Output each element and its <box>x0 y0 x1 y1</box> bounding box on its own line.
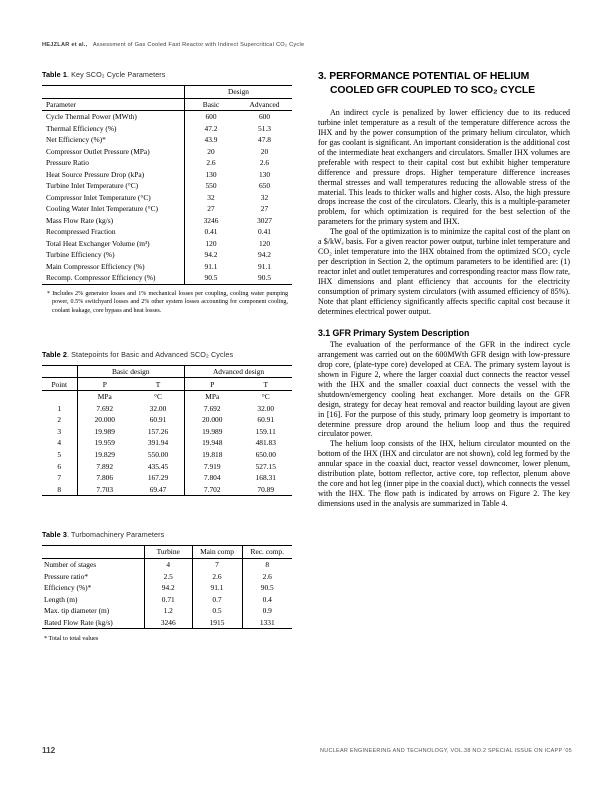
table-row <box>42 414 292 426</box>
table1-r7-advanced: 32 <box>260 192 269 202</box>
table3-r2-parameter: Efficiency (%)* <box>44 583 92 593</box>
table1-r6-parameter: Turbine Inlet Temperature (°C) <box>46 181 139 191</box>
table3-r0-turbine: 4 <box>145 558 193 570</box>
table3-r0-main: 7 <box>192 558 242 570</box>
table-row <box>42 203 292 215</box>
table-row <box>42 192 292 204</box>
table1-r14-basic: 90.5 <box>185 272 238 284</box>
table-row <box>42 402 292 414</box>
table3-r4-turbine: 1.2 <box>145 605 193 617</box>
table3-body <box>42 546 292 629</box>
table3-caption-label: Table 3 <box>42 530 67 540</box>
table2-r0-adv-p: 7.692 <box>185 402 240 414</box>
table2-group-blank <box>42 365 77 378</box>
table2-r1-adv-p: 20.000 <box>185 414 240 426</box>
table2-caption-label: Table 2 <box>42 349 67 359</box>
table-statepoints <box>42 365 292 497</box>
table3-r0-rec: 8 <box>242 558 292 570</box>
table1-r1-basic: 47.2 <box>185 123 238 135</box>
table1-r3-advanced: 20 <box>260 146 269 156</box>
table2-r3-basic-t: 391.94 <box>147 438 169 448</box>
table2-unit-adv-t: °C <box>261 392 270 402</box>
table-row <box>42 123 292 135</box>
table3-r5-turbine: 3246 <box>145 617 193 629</box>
table1-r5-parameter: Heat Source Pressure Drop (kPa) <box>46 169 145 179</box>
table3-r2-turbine: 94.2 <box>145 582 193 594</box>
table3-footnote: * Total to total values <box>44 635 99 643</box>
table2-r3-adv-t: 481.83 <box>255 438 276 448</box>
table-row <box>42 605 292 617</box>
table2-units-row <box>42 390 292 402</box>
table1-header-row <box>42 98 292 111</box>
table2-r3-adv-p: 19.948 <box>185 437 240 449</box>
table2-r0-point: 1 <box>57 403 62 413</box>
table2-group-advanced: Advanced design <box>185 365 293 378</box>
section-3-heading <box>318 70 570 98</box>
section-3-paragraph-2: The goal of the optimization is to minimize the capital cost of the plant on a $/kWₑ basis. For a given reactor power output, turbine inlet temperature and CO₂ inlet temperature into the IHX obtained from the optimized SCO₂ cycle per description in Section 2, the optimum parameters to be identified are: (1) reactor inlet and outlet temperatures and corresponding reactor mass flow rate, IHX dimensions and plant efficiency that accounts for the electricity consumption of primary system circulators (with assumed efficiency of 85%). Note that plant efficiency significantly affects specific capital cost because it determines electrical power output. <box>318 227 570 316</box>
table-row <box>42 449 292 461</box>
table3-col-rec: Rec. comp. <box>242 546 292 559</box>
table-row <box>42 157 292 169</box>
table3-r3-turbine: 0.71 <box>145 594 193 606</box>
table-row <box>42 617 292 629</box>
table1-r12-advanced: 94.2 <box>258 250 271 260</box>
table2-col-point: Point <box>42 378 77 391</box>
table1-r10-advanced: 0.41 <box>258 227 271 237</box>
table3-r3-main: 0.7 <box>192 594 242 606</box>
table3-r3-parameter: Length (m) <box>44 594 78 604</box>
table1-caption-label: Table 1 <box>42 70 67 79</box>
table1-r13-basic: 91.1 <box>185 261 238 273</box>
table2-r2-adv-t: 159.11 <box>255 426 276 436</box>
table2-col-basic-p: P <box>77 378 132 391</box>
running-head-title: Assessment of Gas Cooled Fast Reactor with Indirect Supercritical CO₂ Cycle <box>92 42 305 48</box>
table3-r2-main: 91.1 <box>192 582 242 594</box>
table2-r2-point: 3 <box>57 426 62 436</box>
table3-r5-rec: 1331 <box>242 617 292 629</box>
table1-r0-advanced: 600 <box>258 112 271 122</box>
table1-footnote: * Includes 2% generator losses and 1% mechanical losses per coupling, cooling water pumping power, 0.5% switchyard losses and 2% other system losses accounting for component cooling, coolant leakage, core bypass and heat losses. <box>47 290 288 314</box>
table1-r6-basic: 550 <box>185 180 238 192</box>
table2-body <box>42 365 292 496</box>
table1-r13-advanced: 91.1 <box>258 261 271 271</box>
table-spacer-2 <box>42 496 292 530</box>
table3-r1-rec: 2.6 <box>242 570 292 582</box>
table2-r0-basic-t: 32.00 <box>149 403 167 413</box>
table2-r4-adv-p: 19.818 <box>185 449 240 461</box>
table1-group-design: Design <box>185 86 293 99</box>
table3-col-main: Main comp <box>192 546 242 559</box>
table2-r5-point: 6 <box>57 461 62 471</box>
right-column <box>318 70 570 509</box>
table-row <box>42 249 292 261</box>
table2-r3-basic-p: 19.959 <box>77 437 132 449</box>
table1-group-header-row <box>42 86 292 99</box>
table2-r5-basic-t: 435.45 <box>147 461 169 471</box>
table-turbomachinery-parameters <box>42 545 292 629</box>
table2-r7-point: 8 <box>42 484 77 496</box>
table2-r1-basic-t: 60.91 <box>149 415 167 425</box>
table2-units-blank <box>42 390 77 402</box>
table1-r12-basic: 94.2 <box>185 249 238 261</box>
table1-r6-advanced: 650 <box>258 181 271 191</box>
table3-caption-text: . Turbomachinery Parameters <box>66 530 165 540</box>
table3-col-turbine: Turbine <box>145 546 193 559</box>
table-row <box>42 437 292 449</box>
table3-r3-rec: 0.4 <box>242 594 292 606</box>
table3-r0-parameter: Number of stages <box>44 560 97 570</box>
table1-r14-parameter: Recomp. Compressor Efficiency (%) <box>42 272 185 284</box>
section-3-heading-line2: COOLED GFR COUPLED TO SCO₂ CYCLE <box>330 84 536 96</box>
table2-col-adv-p: P <box>185 378 240 391</box>
table2-r0-adv-t: 32.00 <box>257 403 275 413</box>
table1-r3-basic: 20 <box>185 146 238 158</box>
section-3-1-paragraph-1: The evaluation of the performance of the GFR in the indirect cycle arrangement was carried out on the 600MWth GFR design with low-pressure drop core, (plate-type core) developed at CEA. The primary system layout is shown in Figure 2, where the larger coaxial duct connects the reactor vessel with the IHX and the smaller coaxial duct connects the vessel with the shutdown/emergency cooling heat exchanger. More details on the GFR design, strategy for decay heat removal and reactor building layout are given in [16]. For the purpose of this study, primary loop geometry is important to determine pressure drop around the helium loop and thus the required circulator power. <box>318 339 570 439</box>
section-3-paragraph-1: An indirect cycle is penalized by lower efficiency due to its reduced turbine inlet temperature as a result of the temperature difference across the IHX and by the power consumption of the primary helium circulator, which for gas coolant is significant. An important consideration is the additional cost of the intermediate heat exchangers and circulators. Smaller IHX volumes are preferable with respect to their capital cost but exhibit higher temperature difference and pressure drops. Higher temperature difference increases thermal stresses and wall temperatures reducing the allowable stress of the material. This leads to thicker walls and higher costs. Also, the high pressure drops increase the cost of the circulators. Clearly, this is a multiple-parameter problem, for which optimization is required for the best selection of the parameters for the primary system and IHX. <box>318 107 570 227</box>
table2-r4-basic-p: 19.829 <box>77 449 132 461</box>
table2-r1-adv-t: 60.91 <box>257 415 275 425</box>
table1-col-advanced: Advanced <box>237 98 292 111</box>
table2-r7-adv-t: 70.89 <box>240 484 293 496</box>
table2-group-basic: Basic design <box>77 365 185 378</box>
table1-r13-parameter: Main Compressor Efficiency (%) <box>46 261 145 271</box>
table1-r0-parameter: Cycle Thermal Power (MWth) <box>46 112 137 122</box>
table-row <box>42 226 292 238</box>
table2-r1-point: 2 <box>57 415 62 425</box>
table1-group-blank <box>42 86 185 99</box>
table1-r7-parameter: Compressor Inlet Temperature (°C) <box>46 192 151 202</box>
table1-r11-advanced: 120 <box>258 238 271 248</box>
table1-r10-basic: 0.41 <box>185 226 238 238</box>
table1-r12-parameter: Turbine Efficiency (%) <box>46 250 115 260</box>
table2-r7-basic-t: 69.47 <box>132 484 185 496</box>
table3-r1-main: 2.6 <box>192 570 242 582</box>
table1-r11-basic: 120 <box>185 238 238 250</box>
table2-r6-basic-t: 167.29 <box>147 473 169 483</box>
table1-caption-text: . Key SCO₂ Cycle Parameters <box>66 70 166 79</box>
table3-r5-parameter: Rated Flow Rate (kg/s) <box>42 617 145 629</box>
table-row <box>42 272 292 284</box>
table1-r9-basic: 3246 <box>185 215 238 227</box>
table2-r2-basic-p: 19.989 <box>77 426 132 438</box>
table-spacer-1 <box>42 316 292 350</box>
table2-r0-basic-p: 7.692 <box>77 402 132 414</box>
table1-r4-parameter: Pressure Ratio <box>46 158 89 168</box>
table-row <box>42 570 292 582</box>
table2-r6-point: 7 <box>57 473 62 483</box>
table2-caption-text: . Statepoints for Basic and Advanced SCO₂ Cycles <box>66 349 234 359</box>
table-row <box>42 582 292 594</box>
table1-col-basic: Basic <box>185 98 238 111</box>
table1-r4-advanced: 2.6 <box>259 158 270 168</box>
table-row <box>42 261 292 273</box>
table2-group-header-row <box>42 365 292 378</box>
table-row <box>42 215 292 227</box>
table2-r5-adv-t: 527.15 <box>255 461 276 471</box>
table3-r4-rec: 0.9 <box>242 605 292 617</box>
table1-r8-advanced: 27 <box>260 204 269 214</box>
section-3-1-paragraph-2: The helium loop consists of the IHX, helium circulator mounted on the bottom of the IHX (IHX and circulator are not shown), cold leg formed by the annular space in the coaxial duct, reactor vessel downcomer, lower plenum, distribution plate, bottom reflector, active core, top reflector, plenum above the core and hot leg (inner pipe in the coaxial duct), which connects the vessel with the IHX. The flow path is indicated by arrows on Figure 2. The key dimensions used in the analysis are summarized in Table 4. <box>318 439 570 509</box>
table2-r2-basic-t: 157.26 <box>147 426 169 436</box>
table1-r0-basic: 600 <box>185 111 238 123</box>
table2-col-basic-t: T <box>132 378 185 391</box>
table3-r4-main: 0.5 <box>192 605 242 617</box>
table3-r1-parameter: Pressure ratio* <box>44 571 89 581</box>
table-row <box>42 169 292 181</box>
table1-r2-basic: 43.9 <box>185 134 238 146</box>
table-row <box>42 180 292 192</box>
table1-r1-parameter: Thermal Efficiency (%) <box>46 123 117 133</box>
table2-r5-basic-p: 7.892 <box>77 460 132 472</box>
table2-unit-basic-p: MPa <box>77 390 132 402</box>
table3-header-row <box>42 546 292 559</box>
table1-r9-parameter: Mass Flow Rate (kg/s) <box>46 215 114 225</box>
table-row <box>42 460 292 472</box>
table3-r5-main: 1915 <box>192 617 242 629</box>
table1-r3-parameter: Compressor Outlet Pressure (MPa) <box>46 146 150 156</box>
table1-r5-basic: 130 <box>185 169 238 181</box>
running-head <box>42 42 572 48</box>
table1-caption <box>42 70 292 79</box>
table3-r2-rec: 90.5 <box>242 582 292 594</box>
table2-r4-basic-t: 550.00 <box>147 450 169 460</box>
table1-body <box>42 86 292 285</box>
table3-r4-parameter: Max. tip diameter (m) <box>44 606 110 616</box>
table2-r4-point: 5 <box>57 450 62 460</box>
table1-r8-parameter: Cooling Water Inlet Temperature (°C) <box>46 204 158 214</box>
table2-r4-adv-t: 650.00 <box>255 450 276 460</box>
table1-r1-advanced: 51.3 <box>258 123 271 133</box>
table1-col-parameter: Parameter <box>42 98 185 111</box>
journal-reference: NUCLEAR ENGINEERING AND TECHNOLOGY, VOL.38 NO.2 SPECIAL ISSUE ON ICAPP '05 <box>320 748 572 754</box>
table1-r5-advanced: 130 <box>258 169 271 179</box>
table3-caption <box>42 530 292 539</box>
table2-r7-adv-p: 7.702 <box>185 484 240 496</box>
table2-col-adv-t: T <box>240 378 293 391</box>
table1-r11-parameter: Total Heat Exchanger Volume (m³) <box>46 238 150 248</box>
table-row <box>42 484 292 496</box>
table-row <box>42 134 292 146</box>
table-key-sco2-cycle-parameters <box>42 85 292 285</box>
table2-r6-adv-t: 168.31 <box>255 473 276 483</box>
table-row <box>42 238 292 250</box>
table2-r6-basic-p: 7.806 <box>77 472 132 484</box>
table-row <box>42 558 292 570</box>
table1-r2-parameter: Net Efficiency (%)* <box>46 135 106 145</box>
table1-r14-advanced: 90.5 <box>237 272 292 284</box>
table1-r10-parameter: Recompressed Fraction <box>46 227 116 237</box>
table1-r9-advanced: 3027 <box>257 215 272 225</box>
table2-caption <box>42 350 292 359</box>
page-number: 112 <box>42 746 56 755</box>
table-row <box>42 111 292 123</box>
table1-r8-basic: 27 <box>185 203 238 215</box>
table1-r2-advanced: 47.8 <box>258 135 271 145</box>
table-row <box>42 426 292 438</box>
table3-r1-turbine: 2.5 <box>145 570 193 582</box>
table-row <box>42 472 292 484</box>
table2-r3-point: 4 <box>57 438 62 448</box>
table3-header-blank <box>42 546 145 559</box>
table1-r4-basic: 2.6 <box>185 157 238 169</box>
table2-r7-basic-p: 7.703 <box>77 484 132 496</box>
table1-r7-basic: 32 <box>185 192 238 204</box>
left-column <box>42 70 292 642</box>
section-3-heading-line1: 3. PERFORMANCE POTENTIAL OF HELIUM <box>318 71 530 82</box>
table2-unit-basic-t: °C <box>154 392 162 402</box>
table2-r2-adv-p: 19.989 <box>185 426 240 438</box>
table2-header-row <box>42 378 292 391</box>
table-row <box>42 594 292 606</box>
table2-unit-adv-p: MPa <box>185 390 240 402</box>
table2-r5-adv-p: 7.919 <box>185 460 240 472</box>
running-head-authors: HEJZLAR et al., <box>42 42 88 48</box>
section-3-1-heading: 3.1 GFR Primary System Description <box>318 327 470 338</box>
table2-r6-adv-p: 7.804 <box>185 472 240 484</box>
table2-r1-basic-p: 20.000 <box>77 414 132 426</box>
table-row <box>42 146 292 158</box>
